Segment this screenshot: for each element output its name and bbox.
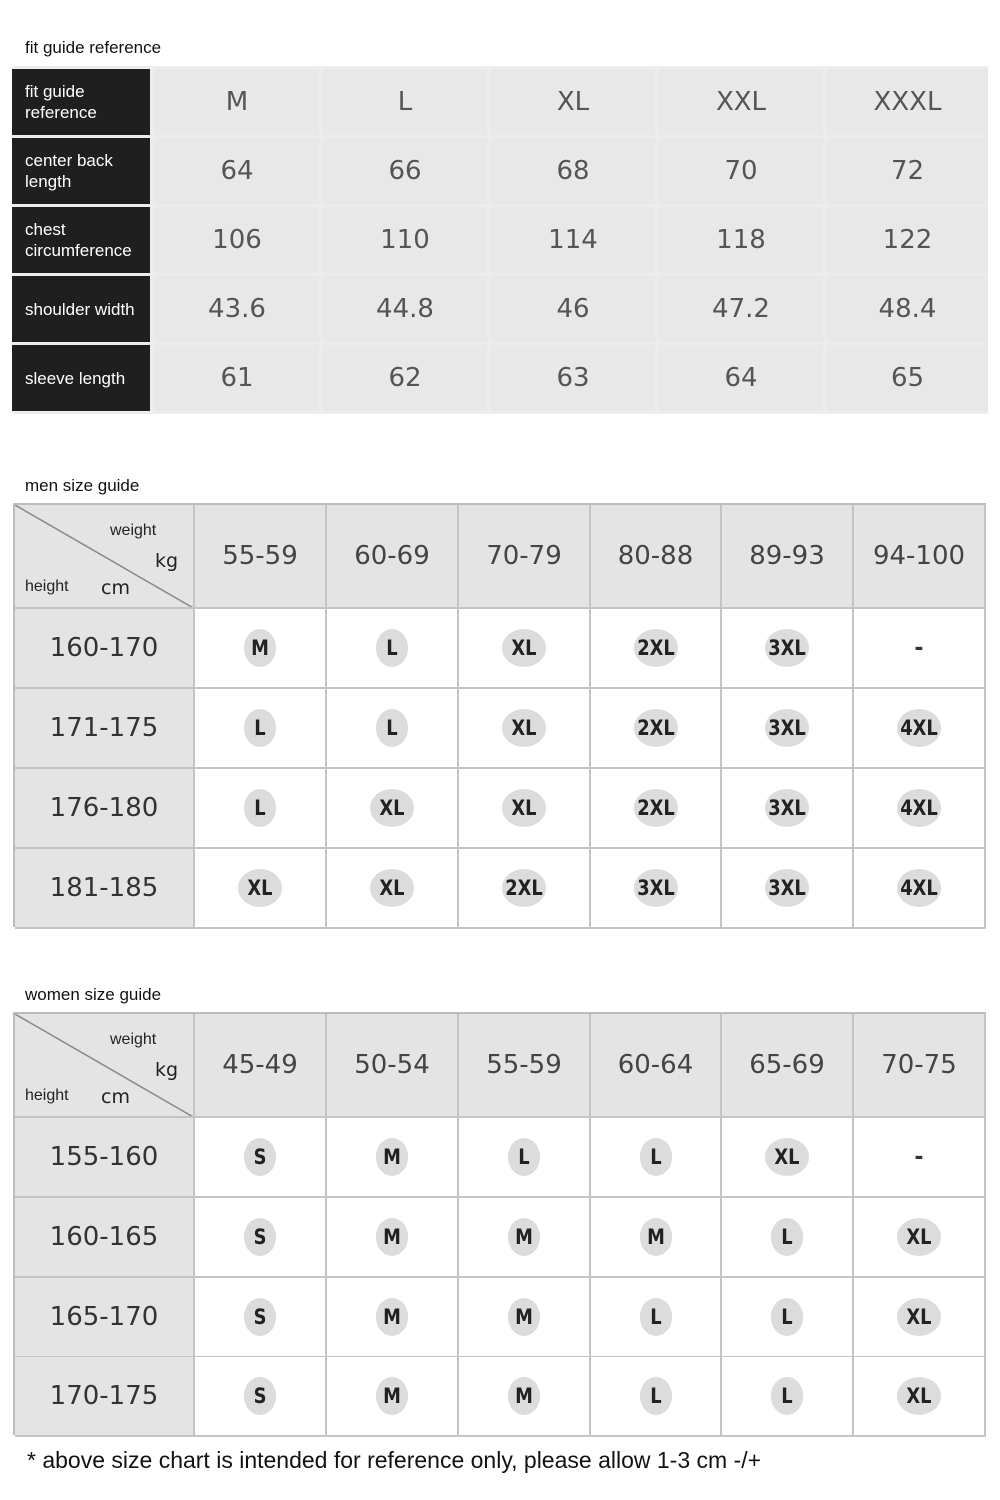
size-cell (459, 1357, 591, 1437)
size-cell (459, 1118, 591, 1198)
fit-measure-row (12, 138, 988, 204)
size-badge: XL (897, 1218, 941, 1256)
size-cell (327, 769, 459, 849)
size-badge: M (508, 1218, 540, 1256)
corner-height-label: height (25, 1087, 69, 1104)
size-cell (195, 689, 327, 769)
size-cell (195, 1278, 327, 1358)
size-cell (854, 1357, 986, 1437)
fit-measure-value: 61 (155, 345, 319, 411)
size-badge: XL (370, 869, 414, 907)
size-cell (722, 1357, 854, 1437)
size-badge: 2XL (633, 629, 677, 667)
weight-range-header: 94-100 (854, 505, 986, 609)
weight-range-header: 70-75 (854, 1014, 986, 1118)
size-cell (195, 1118, 327, 1198)
size-cell (327, 849, 459, 929)
height-range-label: 155-160 (15, 1118, 195, 1198)
size-cell (591, 769, 722, 849)
size-cell (327, 609, 459, 689)
fit-guide-table (12, 66, 988, 414)
fit-measure-row (12, 345, 988, 411)
corner-kg-label: kg (155, 1059, 179, 1081)
size-badge: 3XL (765, 869, 809, 907)
fit-measure-value: 70 (659, 138, 823, 204)
size-badge: XL (502, 629, 546, 667)
size-cell (854, 689, 986, 769)
weight-range-header: 65-69 (722, 1014, 854, 1118)
size-cell (459, 1278, 591, 1358)
corner-weight-label: weight (110, 1031, 157, 1048)
weight-range-header: 89-93 (722, 505, 854, 609)
fit-size-header: L (323, 69, 487, 135)
fit-measure-row (12, 276, 988, 342)
size-badge: L (376, 709, 408, 747)
no-size-dash: - (914, 1144, 924, 1170)
fit-measure-label: chest circumference (12, 207, 150, 273)
size-badge: L (639, 1138, 671, 1176)
size-badge: XL (502, 789, 546, 827)
fit-measure-value: 44.8 (323, 276, 487, 342)
corner-height-label: height (25, 578, 69, 595)
size-cell (195, 769, 327, 849)
size-badge: M (376, 1218, 408, 1256)
height-range-label: 176-180 (15, 769, 195, 849)
size-badge: L (771, 1377, 803, 1415)
weight-range-header: 50-54 (327, 1014, 459, 1118)
women-size-table (13, 1012, 986, 1435)
size-cell (195, 1357, 327, 1437)
size-cell (195, 1198, 327, 1278)
size-cell (722, 1118, 854, 1198)
size-badge: S (244, 1298, 276, 1336)
size-cell (722, 769, 854, 849)
fit-header-label: fit guide reference (12, 69, 150, 135)
size-cell (854, 609, 986, 689)
size-badge: XL (370, 789, 414, 827)
size-badge: 3XL (765, 709, 809, 747)
fit-measure-value: 62 (323, 345, 487, 411)
size-cell (722, 1198, 854, 1278)
size-badge: M (508, 1298, 540, 1336)
fit-measure-value: 48.4 (827, 276, 988, 342)
size-badge: L (639, 1377, 671, 1415)
size-badge: XL (502, 709, 546, 747)
fit-measure-row (12, 207, 988, 273)
fit-size-header: XL (491, 69, 655, 135)
size-badge: L (376, 629, 408, 667)
height-range-label: 160-170 (15, 609, 195, 689)
fit-measure-value: 65 (827, 345, 988, 411)
fit-measure-value: 64 (155, 138, 319, 204)
fit-measure-value: 64 (659, 345, 823, 411)
size-badge: 3XL (633, 869, 677, 907)
size-cell (854, 1118, 986, 1198)
fit-measure-value: 72 (827, 138, 988, 204)
size-badge: XL (897, 1298, 941, 1336)
fit-size-header: M (155, 69, 319, 135)
size-badge: L (508, 1138, 540, 1176)
size-badge: M (376, 1298, 408, 1336)
size-cell (327, 1118, 459, 1198)
fit-measure-value: 68 (491, 138, 655, 204)
size-cell (591, 1198, 722, 1278)
height-range-label: 165-170 (15, 1278, 195, 1358)
fit-measure-value: 46 (491, 276, 655, 342)
size-badge: L (771, 1298, 803, 1336)
size-cell (854, 1278, 986, 1358)
size-badge: 3XL (765, 629, 809, 667)
men-size-guide-title: men size guide (25, 476, 140, 495)
height-range-label: 160-165 (15, 1198, 195, 1278)
size-badge: 4XL (897, 789, 941, 827)
size-badge: 3XL (765, 789, 809, 827)
size-badge: M (508, 1377, 540, 1415)
fit-measure-value: 114 (491, 207, 655, 273)
corner-kg-label: kg (155, 550, 179, 572)
fit-measure-label: shoulder width (12, 276, 150, 342)
fit-guide-title: fit guide reference (25, 38, 162, 57)
size-badge: L (639, 1298, 671, 1336)
size-cell (459, 1198, 591, 1278)
height-range-label: 170-175 (15, 1357, 195, 1437)
corner-cm-label: cm (101, 1086, 130, 1108)
size-cell (722, 609, 854, 689)
height-range-label: 171-175 (15, 689, 195, 769)
size-cell (327, 1357, 459, 1437)
height-range-label: 181-185 (15, 849, 195, 929)
size-cell (591, 689, 722, 769)
weight-range-header: 60-69 (327, 505, 459, 609)
size-badge: XL (765, 1138, 809, 1176)
size-badge: L (244, 789, 276, 827)
size-badge: XL (897, 1377, 941, 1415)
size-cell (591, 609, 722, 689)
size-cell (722, 689, 854, 769)
size-cell (327, 1278, 459, 1358)
fit-measure-value: 110 (323, 207, 487, 273)
size-cell (591, 1357, 722, 1437)
size-cell (459, 609, 591, 689)
fit-measure-value: 47.2 (659, 276, 823, 342)
size-badge: S (244, 1138, 276, 1176)
size-badge: M (376, 1138, 408, 1176)
weight-height-corner (15, 1014, 195, 1118)
corner-cm-label: cm (101, 577, 130, 599)
size-cell (459, 689, 591, 769)
women-size-guide-title: women size guide (25, 985, 162, 1004)
men-size-table (13, 503, 986, 927)
size-cell (459, 849, 591, 929)
size-cell (591, 1118, 722, 1198)
fit-measure-label: center back length (12, 138, 150, 204)
size-badge: 4XL (897, 709, 941, 747)
size-badge: M (244, 629, 276, 667)
size-cell (195, 849, 327, 929)
fit-measure-value: 63 (491, 345, 655, 411)
size-badge: 2XL (633, 789, 677, 827)
weight-range-header: 45-49 (195, 1014, 327, 1118)
size-cell (591, 1278, 722, 1358)
fit-measure-value: 118 (659, 207, 823, 273)
fit-measure-label: sleeve length (12, 345, 150, 411)
fit-measure-value: 122 (827, 207, 988, 273)
size-badge: S (244, 1218, 276, 1256)
corner-weight-label: weight (110, 522, 157, 539)
size-badge: S (244, 1377, 276, 1415)
fit-header-row (12, 69, 988, 135)
size-chart-note: * above size chart is intended for reference only, please allow 1-3 cm -/+ (27, 1447, 762, 1473)
fit-size-header: XXXL (827, 69, 988, 135)
size-cell (722, 849, 854, 929)
size-cell (722, 1278, 854, 1358)
size-badge: L (771, 1218, 803, 1256)
size-cell (854, 769, 986, 849)
size-cell (854, 1198, 986, 1278)
size-cell (327, 1198, 459, 1278)
size-cell (854, 849, 986, 929)
size-cell (591, 849, 722, 929)
weight-range-header: 55-59 (459, 1014, 591, 1118)
size-badge: M (639, 1218, 671, 1256)
fit-measure-value: 43.6 (155, 276, 319, 342)
size-badge: M (376, 1377, 408, 1415)
weight-height-corner (15, 505, 195, 609)
size-badge: 4XL (897, 869, 941, 907)
size-badge: XL (238, 869, 282, 907)
size-cell (327, 689, 459, 769)
weight-range-header: 70-79 (459, 505, 591, 609)
weight-range-header: 55-59 (195, 505, 327, 609)
size-badge: 2XL (502, 869, 546, 907)
fit-size-header: XXL (659, 69, 823, 135)
size-cell (195, 609, 327, 689)
fit-measure-value: 106 (155, 207, 319, 273)
no-size-dash: - (914, 635, 924, 661)
size-badge: L (244, 709, 276, 747)
fit-measure-value: 66 (323, 138, 487, 204)
size-cell (459, 769, 591, 849)
weight-range-header: 80-88 (591, 505, 722, 609)
weight-range-header: 60-64 (591, 1014, 722, 1118)
size-badge: 2XL (633, 709, 677, 747)
